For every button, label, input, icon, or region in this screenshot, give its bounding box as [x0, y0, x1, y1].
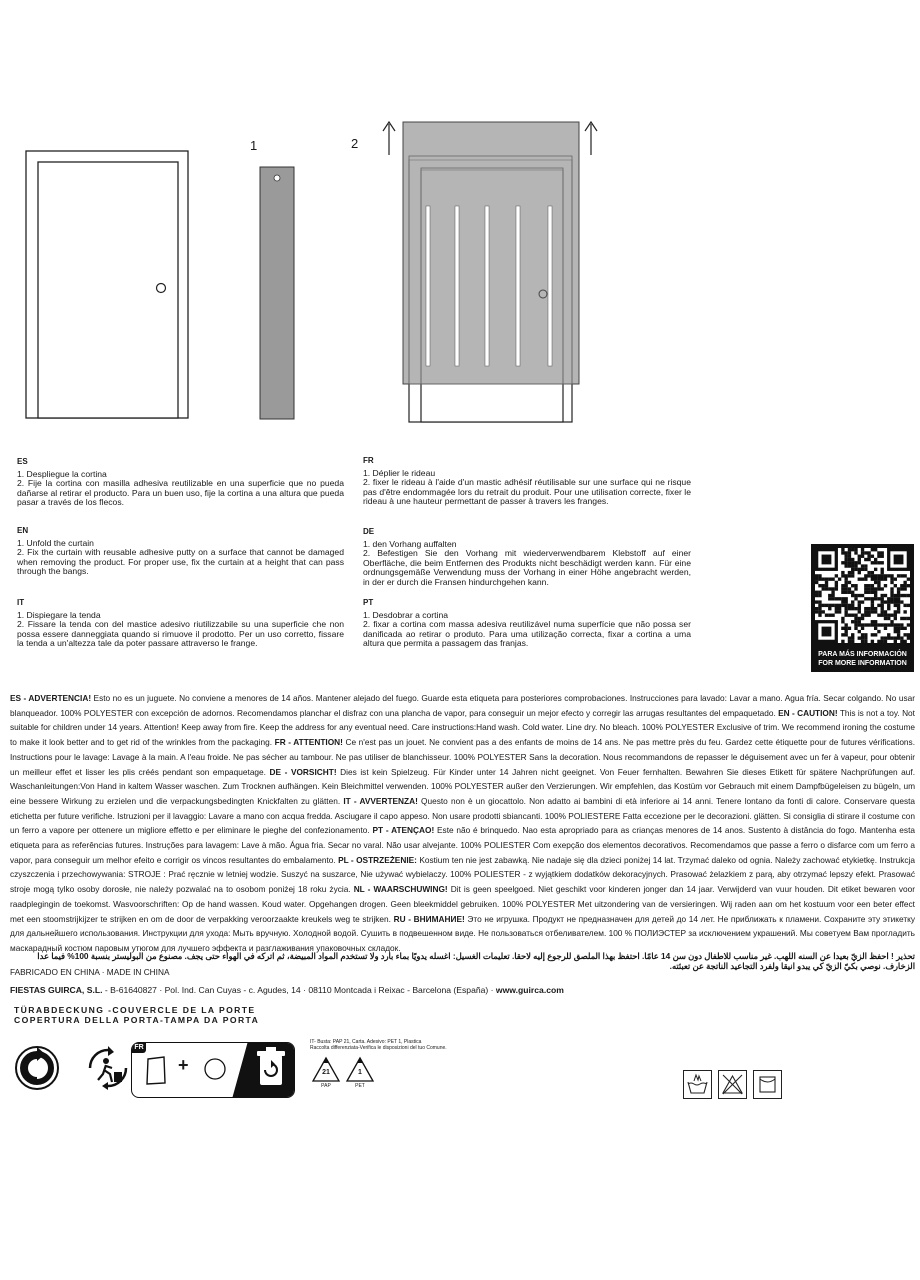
warning-text: Este não é brinquedo. Nao esta apropriado para as crianças menores de 14 anos. Sustento à distância do fogo. Mantenha esta etiqueta para as referências futures. Instruções para lavagem: Lave à mão. Água fria. Secar no varal. Não usar alvejante. 100% POLIESTER Com exepção dos elementos decorativos. Recomendamos que passe a ferro o disfarce com um ferro a vapor, para conseguir um melhor efeito e corrigir os vincos resultantes do embalamento.: [10, 825, 915, 865]
pet-1-recycling-code: [345, 1056, 375, 1090]
instruction-step: 2. Fije la cortina con masilla adhesiva reutilizable en una superficie que no pueda dañarse al retirar el producto. Para un buen uso, fije la cortina a una altura que pueda pasar a través de los flecos.: [17, 478, 344, 508]
warning-label: IT - AVVERTENZA!: [343, 795, 418, 806]
warning-label: EN - CAUTION!: [778, 707, 838, 718]
pet-number: 1: [358, 1069, 362, 1076]
line-dry-icon: [753, 1070, 782, 1099]
instruction-step: 1. Desdobrar a cortina: [363, 609, 449, 620]
instructions-fr: [363, 456, 691, 507]
instructions-en: [17, 526, 344, 577]
green-dot-recycle-icon: [14, 1044, 60, 1092]
qr-code-pattern: [815, 548, 910, 643]
instruction-step: 2. Befestigen Sie den Vorhang mit wiederverwendbarem Klebstoff auf einer Oberfläche, die beim Entfernen des Produkts nicht beschädigt werden kann. Für eine ordnungsgemäße Verwendung muss der Vorhang in einer Höhe angebracht werden, in der er durch die Fransen hindurchgehen kann.: [363, 548, 691, 587]
instruction-step: 1. Unfold the curtain: [17, 537, 94, 548]
arrow-up-icon: [383, 122, 395, 155]
door-illustration: [26, 151, 188, 418]
product-title: [14, 1005, 259, 1025]
instructions-pt: [363, 598, 691, 649]
made-in-label: FABRICADO EN CHINA · MADE IN CHINA: [10, 967, 170, 977]
instruction-step: 1. Déplier le rideau: [363, 467, 436, 478]
warning-label: DE - VORSICHT!: [269, 766, 337, 777]
instruction-step: 2. fixer le rideau à l'aide d'un mastic adhésif réutilisable sur une surface qui ne risque pas d'être endommagée lors du retrait du produit. Pour une utilisation correcte, fixer le rideau à une hauteur permettant de passer à travers les franges.: [363, 477, 691, 507]
language-code: PT: [363, 598, 374, 607]
warning-text: Dit is geen speelgoed. Niet geschikt voor kinderen jonger dan 14 jaar. Verwijderd van vuur houden. Dit etiket bewaren voor raadplegingin de toekomst. Wasvoorschriften: Op de hand wassen. Koud water. Opgehangen drogen. Geen bleekmiddel gebruiken. 100% POLYESTER Met uitzondering van de versieringen. Wij raden aan om het kostuum voor een beter effect met een stoomstrijkijzer te strijken en om de door de verpakking veroorzaakte kreukels weg te strijken.: [10, 884, 916, 924]
warning-text: Dies ist kein Spielzeug. Für Kinder unter 14 Jahren nicht geeignet. Von Feuer fernhalten. Bewahren Sie dieses Etikett für spätere Nachprüfungen auf. Waschanleitungen:Von Hand in kaltem Wasser waschen. Zum Trocknen aufhängen. Kein Bleichmittel verwenden. 100% POLYESTER außer den Verzierungen. Wir empfehlen, das Kostüm vor Gebrauch mit einem Dampfbügeleisen zu bügeln, um eine bessere Wirkung zu erzielen und die verpackungsbedingten Knickfalten zu glätten.: [10, 766, 915, 806]
step-2-number: 2: [351, 136, 359, 151]
warning-label: ES - ADVERTENCIA!: [10, 693, 92, 703]
sorting-info-box: [131, 1042, 295, 1098]
sticker-icon: [203, 1057, 227, 1081]
qr-info-panel[interactable]: [811, 544, 914, 672]
product-title-line: TÜRABDECKUNG -COUVERCLE DE LA PORTE: [14, 1005, 256, 1015]
recycling-note-line: IT- Busta: PAP 21, Carta. Adesivo: PET 1, Plastica: [310, 1039, 422, 1045]
arabic-warning: تحذير ! احفظ الزيّ بعيدا عن السنه اللهب. غير مناسب للاطفال دون سن 14 عامًا. احتفظ بهذا الملصق للرجوع إليه لاحقا. تعليمات الغسيل: اغسله يدويًا بماء بارد ولا تستخدم المواد المبيضة، ثم اتركه في الهواء حتى يجف. مصنوع من البوليستر بنسبة 100% فيما عدا الزخارف. نوصي بكيّ الزيّ كي يبدو انيقا ولفرد التجاعيد الناتجة عن تعبئته.: [37, 951, 915, 971]
instruction-step: 2. Fix the curtain with reusable adhesive putty on a surface that cannot be damaged when removing the product. For proper use, fix the curtain at a height that can pass through the bangs.: [17, 547, 344, 577]
step-1-number: 1: [250, 138, 258, 153]
warning-text: Esto no es un juguete. No conviene a menores de 14 años. Mantener alejado del fuego. Guarde esta etiqueta para posteriores comprobaciones. Instrucciones para lavado: Lavar a mano. Agua fría. Secar colgando. No usar blanqueador. 100% POLYESTER con excepción de adornos. Recomendamos planchar el disfraz con una plancha de vapor, para conseguir un mejor efecto y corregir las arrugas resultantes del empaquetado.: [10, 693, 915, 718]
instruction-step: 2. Fissare la tenda con del mastice adesivo riutilizzabile su una superficie che non possa essere danneggiata quando si rimuove il prodotto. Per un uso corretto, fissare la tenda a un'altezza tale da poter passare attraverso le frange.: [17, 619, 344, 649]
pet-label: PET: [355, 1083, 365, 1089]
pap-label: PAP: [321, 1083, 331, 1089]
instruction-step: 1. Dispiegare la tenda: [17, 609, 101, 620]
bag-icon: [144, 1053, 168, 1087]
warning-text: Questo non è un giocattolo. Non adatto ai bambini di età inferiore ai 14 anni. Tenere lontano da fonti di calore. Conservare questa etichetta per future verifiche. Istruzioni per il lavaggio: Lavare a mano con acqua fredda. Asciugare il capo appeso. Non usare prodotti sbiancanti. 100% POLIESTERE Fatta eccezione per le decorazioni. glätten. Si consiglia di stirare il costume con un ferro a vapore per ottenere un migliore effetto e per eliminare le pieghe del confezionamento.: [10, 795, 916, 836]
pap-21-recycling-code: [311, 1056, 341, 1090]
instruction-step: 1. den Vorhang auffalten: [363, 538, 457, 549]
warning-label: RU - ВНИМАНИЕ!: [393, 913, 465, 924]
plus-sign: +: [178, 1055, 189, 1075]
warning-text: This is not a toy. Not suitable for children under 14 years. Attention! Keep away from fire. Keep the address for any eventual need. Care instructions:Hand wash. Cold water. Line dry. No bleach. 100% POLYESTER Exclusive of trim. We recommend ironing the costume to make it look better and to get rid of the wrinkles from the packaging.: [10, 707, 915, 748]
recycling-bin-icon: [232, 1042, 294, 1098]
qr-code[interactable]: [815, 548, 910, 643]
warning-text: Kostium ten nie jest zabawką. Nie nadaje się dla dzieci poniżej 14 lat. Trzymać daleko od ognia. Należy zachować etykietkę. Instrukcja czyszczenia i przechowywania: STROJE : Prać ręcznie w letniej wodzie. Suszyć na suszarce, Nie używać wybielaczy. 100% POLIESTER - z wyjątkiem dodatków dekoracyjnych. Prasować żelazkiem z parą, aby otrzymać lepszy efekt. Prasować stroje mogą tylko osoby dorosłe, nie należy pozwalać na to osobom poniżej 18 roku życia.: [10, 854, 915, 895]
warnings-paragraph: [10, 691, 915, 956]
product-title-line: COPERTURA DELLA PORTA-TAMPA DA PORTA: [14, 1015, 260, 1025]
installation-illustration: [0, 110, 920, 430]
language-code: DE: [363, 527, 375, 536]
folded-curtain-illustration: [260, 167, 294, 419]
company-name: FIESTAS GUIRCA, S.L.: [10, 985, 103, 995]
warning-label: FR - ATTENTION!: [274, 737, 343, 748]
language-code: IT: [17, 598, 25, 607]
company-info: [10, 985, 564, 995]
do-not-bleach-icon: [718, 1070, 747, 1099]
pap-number: 21: [322, 1069, 330, 1076]
qr-caption: [811, 650, 914, 668]
instructions-de: [363, 527, 691, 588]
recycling-note: [310, 1039, 447, 1051]
language-code: ES: [17, 457, 28, 466]
instruction-step: 2. fixar a cortina com massa adesiva reutilizável numa superfície que não possa ser danificada ao retirar o produto. Para uma utilização correcta, fixar a cortina a uma altura que permita a passagem das franjas.: [363, 619, 691, 649]
company-website-link[interactable]: www.guirca.com: [495, 985, 564, 995]
warning-label: PL - OSTRZEŻENIE:: [338, 854, 417, 865]
language-code: EN: [17, 526, 29, 535]
hand-wash-icon: [683, 1070, 712, 1099]
warning-label: NL - WAARSCHUWING!: [353, 884, 448, 895]
instructions-it: [17, 598, 344, 649]
recycling-note-line: Raccolta differenziata-Verifica le disposizioni del tuo Comune.: [310, 1045, 447, 1051]
triman-recycle-icon: [84, 1044, 132, 1092]
qr-caption-line: FOR MORE INFORMATION: [818, 660, 907, 667]
qr-caption-line: PARA MÁS INFORMACIÓN: [818, 651, 907, 658]
arrow-up-icon: [585, 122, 597, 155]
warning-label: PT - ATENÇAO!: [372, 825, 435, 836]
language-code: FR: [363, 456, 374, 465]
company-details: - B-61640827 · Pol. Ind. Can Cuyas - c. Agudes, 14 · 08110 Montcada i Reixac - Barcelona (España) ·: [102, 985, 496, 995]
instructions-es: [17, 457, 344, 508]
door-with-curtain-illustration: [403, 122, 579, 422]
warning-text: Ce n'est pas un jouet. Ne convient pas a des enfants de moins de 14 ans. Ne pas mettre près du feu. Gardez cette étiquette pour de futures vérifications. Instructions pour le lavage: Lavage à la main. A l'eau froide. Ne pas sécher au tambour. Ne pas utiliser de blanchisseur. 100% POLYESTER Sans la decoration. Nous recommandons de repasser le déguisement avec un fer à vapeur, pour obtenir un meilleur effet et lisser les plis créés pendant son empaquetage.: [10, 737, 916, 777]
warning-text: Это не игрушка. Продукт не предназначен для детей до 14 лет. Не приближать к пламени. Сохраните эту этикетку для дальнейшего использования. Инструкции для ухода: Мыть вручную. Холодной водой. Сушить в подвешенном виде. Не пользоваться отбеливателем. 100 % ПОЛИЭСТЕР за исключением украшений. Мы советуем Вам прогладить маскарадный костюм паровым утюгом для лучшего эффекта и разглаживания упаковочных складок.: [10, 913, 916, 953]
fr-badge: FR: [132, 1043, 146, 1053]
instruction-step: 1. Despliegue la cortina: [17, 468, 107, 479]
